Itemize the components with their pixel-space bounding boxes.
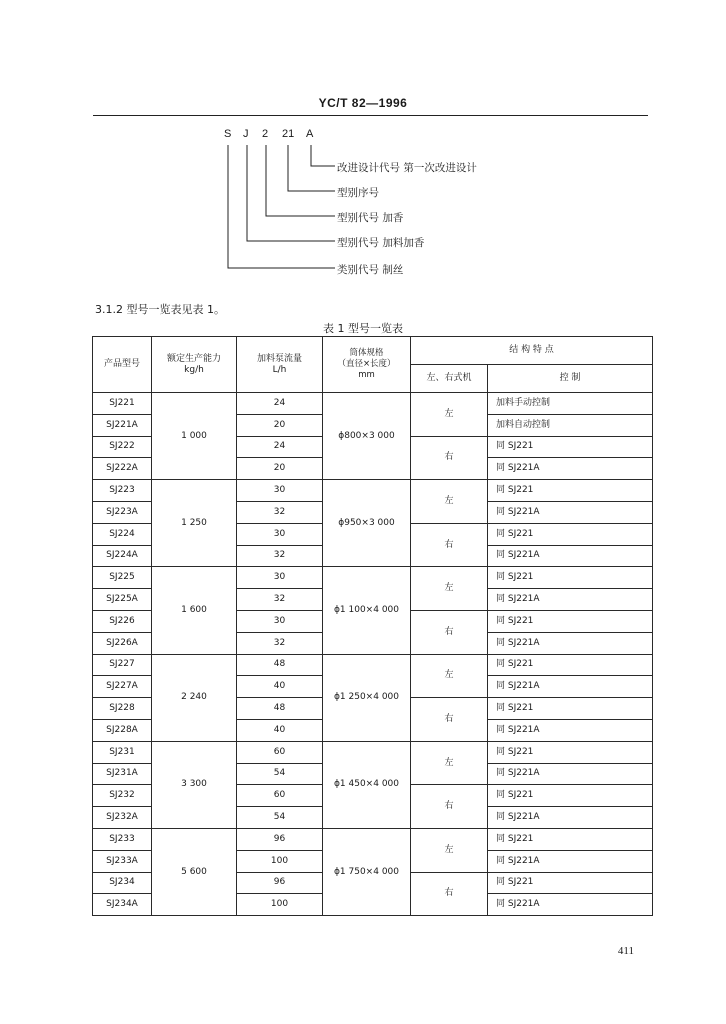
- model-cell: SJ223: [93, 480, 152, 502]
- flow-cell: 40: [237, 719, 323, 741]
- control-cell: 同 SJ221: [488, 828, 653, 850]
- control-cell: 同 SJ221A: [488, 763, 653, 785]
- capacity-cell: 1 600: [152, 567, 237, 654]
- header-capacity: 额定生产能力 kg/h: [152, 337, 237, 393]
- right-type-cell: 右: [411, 698, 488, 742]
- header-structure: 结 构 特 点: [411, 337, 653, 365]
- left-type-cell: 左: [411, 480, 488, 524]
- control-cell: 同 SJ221A: [488, 458, 653, 480]
- flow-cell: 96: [237, 872, 323, 894]
- spec-cell: ϕ1 750×4 000: [323, 828, 411, 915]
- flow-cell: 54: [237, 763, 323, 785]
- left-type-cell: 左: [411, 741, 488, 785]
- left-type-cell: 左: [411, 654, 488, 698]
- code-letter-category: S: [224, 128, 232, 140]
- model-cell: SJ234: [93, 872, 152, 894]
- code-letter-revision: A: [306, 128, 314, 140]
- model-cell: SJ234A: [93, 894, 152, 916]
- model-cell: SJ225A: [93, 589, 152, 611]
- model-cell: SJ221: [93, 393, 152, 415]
- spec-cell: ϕ800×3 000: [323, 393, 411, 480]
- capacity-cell: 1 000: [152, 393, 237, 480]
- model-cell: SJ228: [93, 698, 152, 720]
- control-cell: 同 SJ221: [488, 872, 653, 894]
- table-row: [93, 741, 653, 763]
- model-cell: SJ232A: [93, 807, 152, 829]
- standard-code: YC/T 82—1996: [318, 96, 408, 110]
- flow-cell: 24: [237, 436, 323, 458]
- flow-cell: 20: [237, 414, 323, 436]
- header-control: 控 制: [488, 365, 653, 393]
- control-cell: 同 SJ221A: [488, 807, 653, 829]
- section-text: 3.1.2 型号一览表见表 1。: [95, 303, 225, 316]
- flow-cell: 20: [237, 458, 323, 480]
- code-desc-category: 类别代号 制丝: [337, 264, 404, 276]
- code-letter-type-code: 2: [262, 128, 269, 140]
- control-cell: 同 SJ221A: [488, 894, 653, 916]
- spec-cell: ϕ1 250×4 000: [323, 654, 411, 741]
- right-type-cell: 右: [411, 436, 488, 480]
- control-cell: 同 SJ221A: [488, 589, 653, 611]
- model-cell: SJ233A: [93, 850, 152, 872]
- spec-cell: ϕ950×3 000: [323, 480, 411, 567]
- left-type-cell: 左: [411, 393, 488, 437]
- table-row: [93, 828, 653, 850]
- model-cell: SJ231A: [93, 763, 152, 785]
- table-row: [93, 567, 653, 589]
- header-spec: 筒体规格 （直径×长度） mm: [323, 337, 411, 393]
- flow-cell: 30: [237, 480, 323, 502]
- model-cell: SJ223A: [93, 501, 152, 523]
- flow-cell: 40: [237, 676, 323, 698]
- model-cell: SJ226A: [93, 632, 152, 654]
- right-type-cell: 右: [411, 523, 488, 567]
- control-cell: 同 SJ221A: [488, 850, 653, 872]
- code-letter-type: J: [243, 128, 249, 140]
- control-cell: 同 SJ221A: [488, 632, 653, 654]
- flow-cell: 60: [237, 785, 323, 807]
- model-cell: SJ222A: [93, 458, 152, 480]
- model-cell: SJ225: [93, 567, 152, 589]
- model-table: [92, 336, 653, 916]
- control-cell: 同 SJ221: [488, 785, 653, 807]
- left-type-cell: 左: [411, 828, 488, 872]
- control-cell: 同 SJ221A: [488, 501, 653, 523]
- table-caption: 表 1 型号一览表: [323, 322, 403, 335]
- control-cell: 同 SJ221: [488, 480, 653, 502]
- header-left-right: 左、右式机: [411, 365, 488, 393]
- flow-cell: 30: [237, 610, 323, 632]
- right-type-cell: 右: [411, 610, 488, 654]
- control-cell: 同 SJ221: [488, 654, 653, 676]
- header-model: 产品型号: [93, 337, 152, 393]
- control-cell: 同 SJ221: [488, 523, 653, 545]
- flow-cell: 32: [237, 632, 323, 654]
- control-cell: 同 SJ221: [488, 436, 653, 458]
- model-cell: SJ226: [93, 610, 152, 632]
- flow-cell: 54: [237, 807, 323, 829]
- model-cell: SJ231: [93, 741, 152, 763]
- code-letter-sequence: 21: [282, 128, 295, 140]
- header-flow: 加料泵流量 L/h: [237, 337, 323, 393]
- control-cell: 同 SJ221: [488, 698, 653, 720]
- right-type-cell: 右: [411, 785, 488, 829]
- spec-cell: ϕ1 450×4 000: [323, 741, 411, 828]
- code-desc-revision: 改进设计代号 第一次改进设计: [337, 162, 477, 174]
- model-cell: SJ221A: [93, 414, 152, 436]
- flow-cell: 24: [237, 393, 323, 415]
- table-row: [93, 654, 653, 676]
- spec-cell: ϕ1 100×4 000: [323, 567, 411, 654]
- flow-cell: 32: [237, 589, 323, 611]
- control-cell: 同 SJ221: [488, 741, 653, 763]
- flow-cell: 60: [237, 741, 323, 763]
- capacity-cell: 2 240: [152, 654, 237, 741]
- model-cell: SJ232: [93, 785, 152, 807]
- flow-cell: 48: [237, 654, 323, 676]
- model-cell: SJ224A: [93, 545, 152, 567]
- flow-cell: 30: [237, 523, 323, 545]
- model-cell: SJ224: [93, 523, 152, 545]
- flow-cell: 32: [237, 545, 323, 567]
- control-cell: 加料手动控制: [488, 393, 653, 415]
- right-type-cell: 右: [411, 872, 488, 916]
- model-cell: SJ227A: [93, 676, 152, 698]
- control-cell: 加料自动控制: [488, 414, 653, 436]
- table-row: [93, 393, 653, 415]
- capacity-cell: 1 250: [152, 480, 237, 567]
- left-type-cell: 左: [411, 567, 488, 611]
- code-desc-sequence: 型别序号: [337, 187, 379, 199]
- control-cell: 同 SJ221A: [488, 545, 653, 567]
- flow-cell: 96: [237, 828, 323, 850]
- flow-cell: 100: [237, 850, 323, 872]
- flow-cell: 30: [237, 567, 323, 589]
- code-desc-type-flavor: 型别代号 加香: [337, 212, 404, 224]
- model-cell: SJ222: [93, 436, 152, 458]
- page-number: 411: [617, 945, 634, 957]
- code-desc-type-casing: 型别代号 加料加香: [337, 237, 425, 249]
- control-cell: 同 SJ221A: [488, 719, 653, 741]
- capacity-cell: 5 600: [152, 828, 237, 915]
- flow-cell: 48: [237, 698, 323, 720]
- control-cell: 同 SJ221: [488, 610, 653, 632]
- model-cell: SJ227: [93, 654, 152, 676]
- flow-cell: 100: [237, 894, 323, 916]
- capacity-cell: 3 300: [152, 741, 237, 828]
- model-cell: SJ228A: [93, 719, 152, 741]
- model-cell: SJ233: [93, 828, 152, 850]
- table-row: [93, 480, 653, 502]
- control-cell: 同 SJ221: [488, 567, 653, 589]
- control-cell: 同 SJ221A: [488, 676, 653, 698]
- flow-cell: 32: [237, 501, 323, 523]
